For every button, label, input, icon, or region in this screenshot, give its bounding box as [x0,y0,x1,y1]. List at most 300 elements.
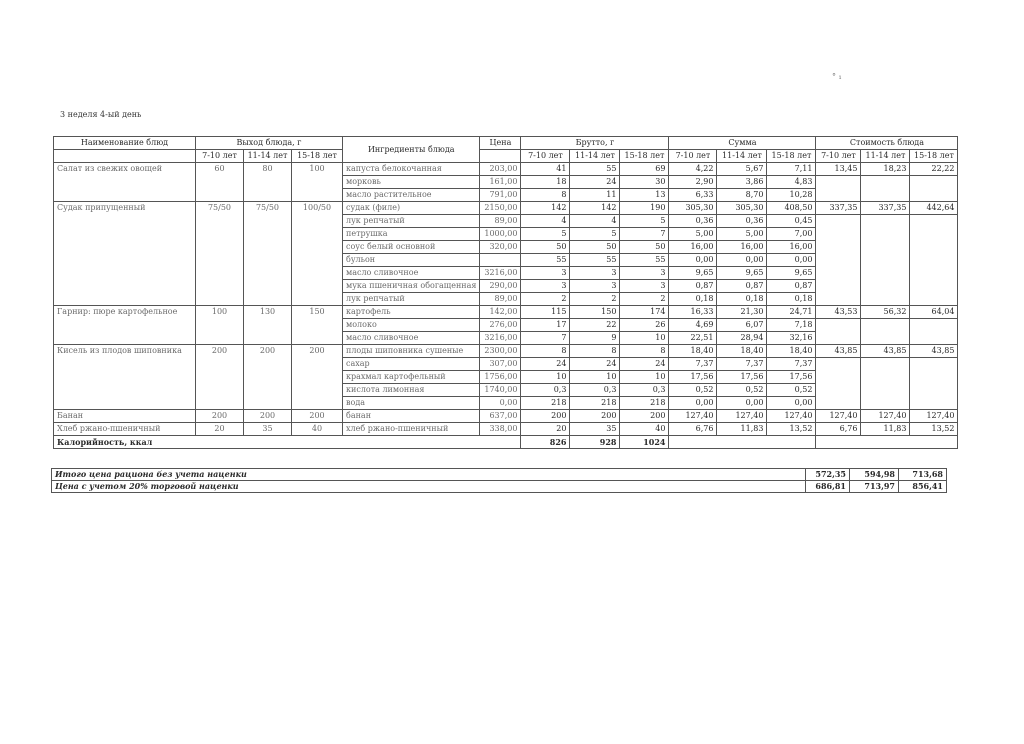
dish-cost-blank [910,189,958,202]
ingredient-gross: 3 [570,267,620,280]
totals-table [51,468,947,493]
ingredient-sum: 0,36 [717,215,767,228]
menu-table [53,136,958,449]
ingredient-sum: 32,16 [767,332,816,345]
ingredient-gross: 190 [620,202,669,215]
ingredient-sum: 0,00 [717,397,767,410]
ingredient-price: 3216,00 [480,267,521,280]
ingredient-sum: 0,52 [767,384,816,397]
dish-output: 200 [244,410,292,423]
ingredient-gross: 5 [570,228,620,241]
ingredient-sum: 6,33 [669,189,717,202]
dish-cost-blank [910,397,958,410]
dish-cost-blank [910,267,958,280]
dish-cost-blank [861,241,910,254]
dish-output: 20 [196,423,244,436]
ingredient-gross: 7 [521,332,570,345]
cost-age-11-14: 11-14 лет [861,150,910,163]
sum-age-7-10: 7-10 лет [669,150,717,163]
ingredient-gross: 5 [620,215,669,228]
total-value: 594,98 [850,469,899,481]
ingredient-sum: 0,00 [767,254,816,267]
ingredient-gross: 55 [570,163,620,176]
dish-cost-blank [910,293,958,306]
ingredient-sum: 0,36 [669,215,717,228]
sum-age-11-14: 11-14 лет [717,150,767,163]
ingredient-name: крахмал картофельный [343,371,480,384]
table-row [54,410,958,423]
ingredient-gross: 8 [570,345,620,358]
ingredient-name: лук репчатый [343,215,480,228]
ingredient-gross: 55 [521,254,570,267]
ingredient-name: лук репчатый [343,293,480,306]
ingredient-name: соус белый основной [343,241,480,254]
dish-output: 200 [244,345,292,410]
dish-cost-blank [861,293,910,306]
dish-cost-blank [816,215,861,228]
ingredient-sum: 17,56 [717,371,767,384]
ingredient-sum: 7,00 [767,228,816,241]
ingredient-gross: 0,3 [620,384,669,397]
ingredient-price: 637,00 [480,410,521,423]
dish-name-header-blank [54,150,196,163]
ingredient-gross: 69 [620,163,669,176]
dish-cost-blank [816,397,861,410]
ingredient-name: сахар [343,358,480,371]
ingredient-gross: 10 [620,371,669,384]
dish-cost: 43,85 [861,345,910,358]
ingredient-sum: 0,45 [767,215,816,228]
ingredient-gross: 18 [521,176,570,189]
calories-value: 928 [570,436,620,449]
ingredient-gross: 13 [620,189,669,202]
ingredient-gross: 2 [570,293,620,306]
menu-body [54,163,958,449]
dish-cost-blank [910,215,958,228]
ingredient-gross: 5 [521,228,570,241]
dish-cost-blank [861,254,910,267]
ingredient-sum: 16,00 [669,241,717,254]
dish-cost: 43,85 [816,345,861,358]
dish-cost: 127,40 [910,410,958,423]
dish-cost-blank [816,332,861,345]
ingredient-gross: 218 [620,397,669,410]
ingredient-sum: 16,33 [669,306,717,319]
dish-cost-blank [816,267,861,280]
dish-cost-blank [910,254,958,267]
ingredient-price: 2300,00 [480,345,521,358]
dish-cost-blank [816,371,861,384]
ingredient-sum: 17,56 [669,371,717,384]
ingredient-name: картофель [343,306,480,319]
dish-output: 150 [292,306,343,345]
ingredient-gross: 200 [620,410,669,423]
ingredient-name: судак (филе) [343,202,480,215]
dish-name: Кисель из плодов шиповника [54,345,196,410]
dish-cost-blank [816,384,861,397]
ingredient-price: 307,00 [480,358,521,371]
ingredient-gross: 142 [521,202,570,215]
ingredient-sum: 0,87 [767,280,816,293]
ingredient-name: масло сливочное [343,332,480,345]
ingredient-gross: 26 [620,319,669,332]
ingredient-sum: 9,65 [717,267,767,280]
dish-output: 100 [292,163,343,202]
ingredient-price: 3216,00 [480,332,521,345]
ingredient-gross: 3 [570,280,620,293]
dish-cost-blank [816,254,861,267]
ingredient-sum: 6,07 [717,319,767,332]
ingredient-gross: 200 [570,410,620,423]
calories-sum-blank [669,436,816,449]
dish-cost: 43,85 [910,345,958,358]
calories-row [54,436,958,449]
ingredient-gross: 24 [521,358,570,371]
ingredient-sum: 10,28 [767,189,816,202]
ingredient-sum: 0,00 [767,397,816,410]
dish-cost-blank [910,280,958,293]
dish-cost-blank [861,397,910,410]
dish-cost-blank [861,215,910,228]
dish-cost-blank [910,228,958,241]
dish-output: 60 [196,163,244,202]
ingredient-sum: 4,22 [669,163,717,176]
total-label-base: Итого цена рациона без учета наценки [52,469,806,481]
cost-header: Стоимость блюда [816,137,958,150]
ingredient-sum: 0,00 [669,254,717,267]
output-age-11-14: 11-14 лет [244,150,292,163]
dish-cost: 56,32 [861,306,910,319]
dish-cost-blank [861,228,910,241]
ingredient-gross: 8 [521,345,570,358]
page-mark: ° ₁ [832,72,842,81]
dish-output: 75/50 [196,202,244,306]
ingredient-gross: 3 [620,280,669,293]
dish-output: 40 [292,423,343,436]
ingredient-sum: 28,94 [717,332,767,345]
calories-value: 1024 [620,436,669,449]
ingredient-price: 2150,00 [480,202,521,215]
ingredient-sum: 7,37 [669,358,717,371]
dish-output: 200 [196,345,244,410]
ingredient-gross: 9 [570,332,620,345]
dish-cost-blank [910,371,958,384]
dish-output: 100/50 [292,202,343,306]
ingredient-gross: 218 [570,397,620,410]
dish-output: 80 [244,163,292,202]
ingredient-price: 338,00 [480,423,521,436]
ingredient-sum: 16,00 [717,241,767,254]
dish-output: 200 [292,345,343,410]
total-value: 713,68 [899,469,947,481]
ingredient-sum: 0,00 [717,254,767,267]
ingredient-sum: 9,65 [669,267,717,280]
ingredient-gross: 2 [620,293,669,306]
output-age-15-18: 15-18 лет [292,150,343,163]
dish-cost-blank [861,332,910,345]
ingredient-sum: 7,37 [767,358,816,371]
ingredient-gross: 30 [620,176,669,189]
ingredient-sum: 2,90 [669,176,717,189]
ingredient-price: 89,00 [480,293,521,306]
dish-output: 200 [292,410,343,423]
ingredient-name: кислота лимонная [343,384,480,397]
ingredient-gross: 8 [521,189,570,202]
dish-cost: 337,35 [861,202,910,215]
ingredient-price: 203,00 [480,163,521,176]
ingredient-gross: 55 [570,254,620,267]
table-row [54,163,958,176]
ingredient-gross: 4 [570,215,620,228]
table-row [54,423,958,436]
dish-cost-blank [910,241,958,254]
cost-age-15-18: 15-18 лет [910,150,958,163]
dish-output: 75/50 [244,202,292,306]
ingredient-gross: 24 [620,358,669,371]
ingredient-gross: 174 [620,306,669,319]
ingredient-name: банан [343,410,480,423]
output-age-7-10: 7-10 лет [196,150,244,163]
ingredient-price: 320,00 [480,241,521,254]
ingredient-sum: 18,40 [717,345,767,358]
dish-output: 35 [244,423,292,436]
ingredient-sum: 16,00 [767,241,816,254]
ingredient-price: 0,00 [480,397,521,410]
dish-cost-blank [910,384,958,397]
header-row-ages [54,150,958,163]
ingredient-sum: 0,52 [717,384,767,397]
dish-cost-blank [816,293,861,306]
ingredient-name: хлеб ржано-пшеничный [343,423,480,436]
ingredient-price: 1756,00 [480,371,521,384]
ingredient-sum: 24,71 [767,306,816,319]
ingredient-price [480,254,521,267]
dish-cost: 6,76 [816,423,861,436]
total-row-markup [52,481,947,493]
dish-name: Гарнир: пюре картофельное [54,306,196,345]
total-value: 686,81 [806,481,850,493]
ingredient-gross: 41 [521,163,570,176]
ingredient-sum: 7,18 [767,319,816,332]
dish-output: 100 [196,306,244,345]
ingredient-sum: 7,11 [767,163,816,176]
ingredient-sum: 4,69 [669,319,717,332]
ingredient-gross: 17 [521,319,570,332]
ingredient-gross: 35 [570,423,620,436]
dish-name: Судак припущенный [54,202,196,306]
dish-cost: 43,53 [816,306,861,319]
ingredient-gross: 22 [570,319,620,332]
ingredient-sum: 305,30 [717,202,767,215]
dish-cost: 11,83 [861,423,910,436]
ingredient-gross: 115 [521,306,570,319]
dish-cost-blank [910,176,958,189]
dish-cost-blank [816,319,861,332]
ingredient-price: 161,00 [480,176,521,189]
total-value: 572,35 [806,469,850,481]
ingredient-gross: 11 [570,189,620,202]
calories-label: Калорийность, ккал [54,436,521,449]
ingredient-name: масло растительное [343,189,480,202]
ingredient-price: 89,00 [480,215,521,228]
ingredient-name: капуста белокочанная [343,163,480,176]
ingredient-sum: 11,83 [717,423,767,436]
gross-age-11-14: 11-14 лет [570,150,620,163]
dish-cost-blank [861,384,910,397]
ingredient-sum: 3,86 [717,176,767,189]
dish-cost: 64,04 [910,306,958,319]
ingredient-sum: 6,76 [669,423,717,436]
ingredient-gross: 200 [521,410,570,423]
ingredient-sum: 22,51 [669,332,717,345]
ingredient-sum: 18,40 [669,345,717,358]
ingredient-sum: 7,37 [717,358,767,371]
ingredient-sum: 18,40 [767,345,816,358]
dish-cost-blank [816,280,861,293]
total-label-markup: Цена с учетом 20% торговой наценки [52,481,806,493]
ingredient-gross: 3 [620,267,669,280]
calories-cost-blank [816,436,958,449]
dish-cost-blank [816,189,861,202]
ingredient-gross: 50 [521,241,570,254]
ingredient-sum: 127,40 [767,410,816,423]
ingredient-sum: 5,00 [717,228,767,241]
dish-cost: 22,22 [910,163,958,176]
ingredient-sum: 9,65 [767,267,816,280]
ingredient-price: 791,00 [480,189,521,202]
ingredient-name: мука пшеничная обогащенная [343,280,480,293]
dish-output: 200 [196,410,244,423]
ingredient-sum: 127,40 [669,410,717,423]
gross-age-7-10: 7-10 лет [521,150,570,163]
sum-header: Сумма [669,137,816,150]
ingredient-sum: 4,83 [767,176,816,189]
ingredient-sum: 0,87 [669,280,717,293]
calories-value: 826 [521,436,570,449]
dish-cost: 13,45 [816,163,861,176]
ingredient-sum: 0,87 [717,280,767,293]
ingredient-gross: 2 [521,293,570,306]
dish-cost-blank [816,241,861,254]
dish-cost: 442,64 [910,202,958,215]
ingredient-gross: 55 [620,254,669,267]
ingredient-gross: 3 [521,267,570,280]
cost-age-7-10: 7-10 лет [816,150,861,163]
dish-cost: 127,40 [816,410,861,423]
ingredient-gross: 10 [570,371,620,384]
gross-header: Брутто, г [521,137,669,150]
ingredient-price: 1740,00 [480,384,521,397]
ingredient-name: масло сливочное [343,267,480,280]
ingredient-gross: 7 [620,228,669,241]
table-row [54,345,958,358]
dish-cost-blank [861,319,910,332]
ingredient-name: молоко [343,319,480,332]
ingredient-sum: 0,00 [669,397,717,410]
dish-cost-blank [910,358,958,371]
table-row [54,202,958,215]
ingredient-sum: 0,52 [669,384,717,397]
ingredient-sum: 13,52 [767,423,816,436]
ingredient-gross: 20 [521,423,570,436]
dish-cost: 127,40 [861,410,910,423]
ingredient-gross: 0,3 [521,384,570,397]
ingredient-price: 276,00 [480,319,521,332]
dish-cost-blank [910,319,958,332]
ingredient-gross: 150 [570,306,620,319]
page-title: 3 неделя 4-ый день [60,110,142,119]
price-header-blank [480,150,521,163]
ingredient-gross: 4 [521,215,570,228]
ingredient-gross: 24 [570,358,620,371]
ingredient-gross: 3 [521,280,570,293]
ingredient-name: вода [343,397,480,410]
gross-age-15-18: 15-18 лет [620,150,669,163]
price-header: Цена [480,137,521,150]
ingredient-gross: 8 [620,345,669,358]
ingredient-gross: 10 [620,332,669,345]
dish-output: 130 [244,306,292,345]
ingredient-sum: 17,56 [767,371,816,384]
ingredient-price: 1000,00 [480,228,521,241]
ingredient-name: морковь [343,176,480,189]
ingredient-gross: 142 [570,202,620,215]
ingredient-sum: 127,40 [717,410,767,423]
ingredient-sum: 408,50 [767,202,816,215]
dish-name-header: Наименование блюд [54,137,196,150]
ingredient-price: 142,00 [480,306,521,319]
dish-cost-blank [861,267,910,280]
ingredient-gross: 218 [521,397,570,410]
ingredient-name: петрушка [343,228,480,241]
dish-cost-blank [861,176,910,189]
ingredient-name: бульон [343,254,480,267]
ingredient-name: плоды шиповника сушеные [343,345,480,358]
total-row-base [52,469,947,481]
ingredient-sum: 0,18 [717,293,767,306]
ingredient-sum: 0,18 [767,293,816,306]
dish-cost-blank [861,371,910,384]
ingredient-gross: 0,3 [570,384,620,397]
ingredient-sum: 305,30 [669,202,717,215]
ingredient-gross: 24 [570,176,620,189]
output-header: Выход блюда, г [196,137,343,150]
ingredient-gross: 50 [570,241,620,254]
ingredient-sum: 8,70 [717,189,767,202]
dish-name: Хлеб ржано-пшеничный [54,423,196,436]
sum-age-15-18: 15-18 лет [767,150,816,163]
ingredient-sum: 5,00 [669,228,717,241]
ingredient-gross: 40 [620,423,669,436]
dish-name: Салат из свежих овощей [54,163,196,202]
dish-cost-blank [861,189,910,202]
ingredient-gross: 50 [620,241,669,254]
ingredients-header: Ингредиенты блюда [343,137,480,163]
dish-name: Банан [54,410,196,423]
ingredient-sum: 21,30 [717,306,767,319]
total-value: 856,41 [899,481,947,493]
table-row [54,306,958,319]
dish-cost-blank [816,176,861,189]
dish-cost-blank [861,280,910,293]
dish-cost-blank [861,358,910,371]
ingredient-gross: 10 [521,371,570,384]
ingredient-sum: 5,67 [717,163,767,176]
ingredient-sum: 0,18 [669,293,717,306]
dish-cost: 13,52 [910,423,958,436]
dish-cost-blank [910,332,958,345]
ingredient-price: 290,00 [480,280,521,293]
